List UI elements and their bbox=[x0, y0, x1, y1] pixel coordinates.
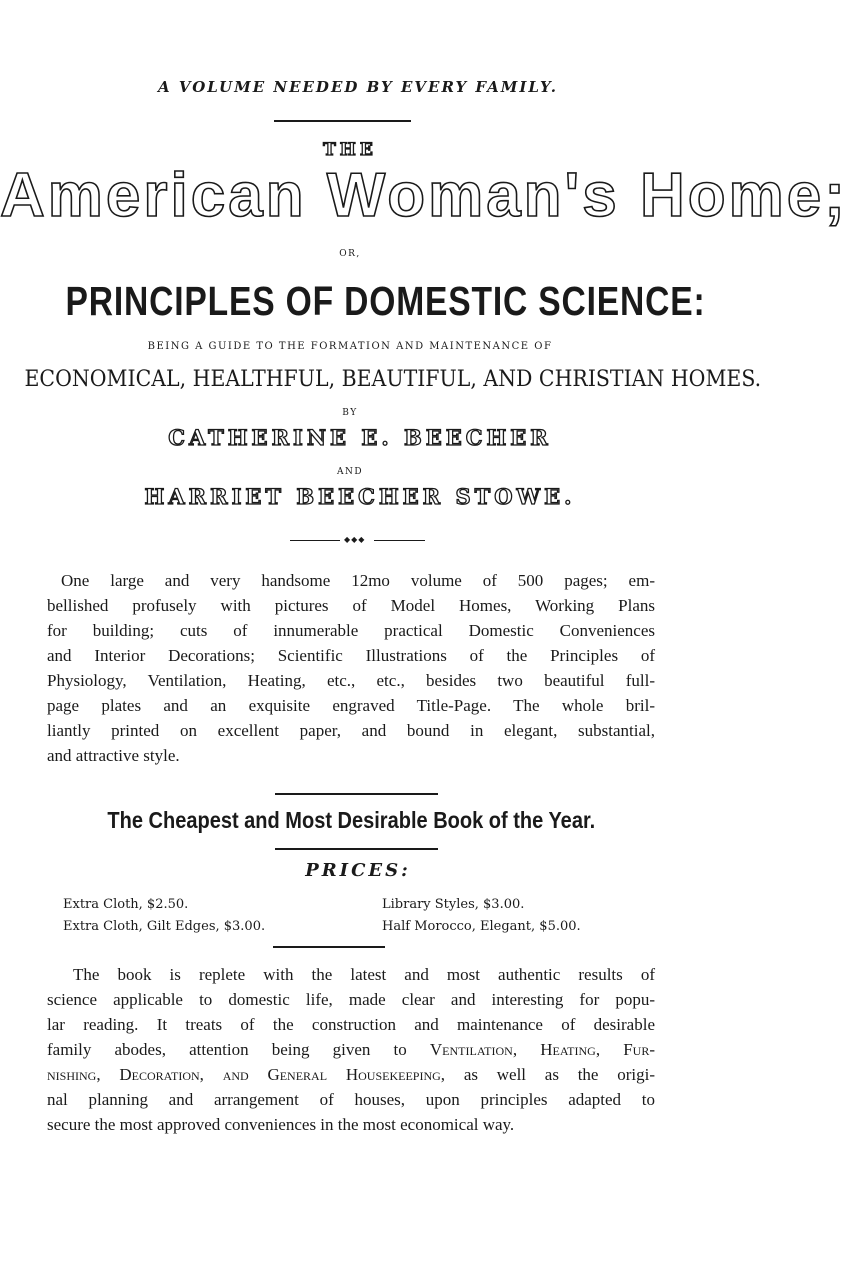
homes-line: ECONOMICAL, HEALTHFUL, BEAUTIFUL, AND CHRISTIAN HOMES. bbox=[24, 367, 762, 392]
closing-line: science applicable to domestic life, made clear and interesting for popu- bbox=[47, 990, 655, 1009]
or-label: OR, bbox=[339, 249, 361, 259]
main-title: American Woman's Home; bbox=[0, 161, 848, 230]
divider-rule bbox=[273, 946, 385, 948]
and-label: AND bbox=[336, 467, 364, 477]
closing-line: The book is replete with the latest and most authentic results of bbox=[73, 965, 655, 984]
price-half-morocco: Half Morocco, Elegant, $5.00. bbox=[382, 919, 581, 934]
description-line: and attractive style. bbox=[47, 746, 180, 765]
the-label: THE bbox=[323, 140, 377, 160]
description-line: and Interior Decorations; Scientific Illustrations of the Principles of bbox=[47, 646, 655, 665]
divider-rule bbox=[274, 120, 411, 122]
cheapest-headline: The Cheapest and Most Desirable Book of the Year. bbox=[107, 807, 596, 833]
description-line: Physiology, Ventilation, Heating, etc., etc., besides two beautiful full- bbox=[47, 671, 655, 690]
price-library-styles: Library Styles, $3.00. bbox=[382, 897, 525, 912]
closing-line: lar reading. It treats of the construction and maintenance of desirable bbox=[47, 1015, 655, 1034]
guide-line: BEING A GUIDE TO THE FORMATION AND MAINTENANCE OF bbox=[147, 341, 553, 352]
by-label: BY bbox=[342, 408, 358, 418]
ornament-divider: ◆◆◆ bbox=[290, 537, 425, 545]
closing-line: secure the most approved conveniences in the most economical way. bbox=[47, 1115, 515, 1134]
description-line: for building; cuts of innumerable practical Domestic Conveniences bbox=[47, 621, 655, 640]
closing-paragraph bbox=[47, 962, 655, 1137]
subtitle: PRINCIPLES OF DOMESTIC SCIENCE: bbox=[65, 278, 706, 324]
description-line: One large and very handsome 12mo volume of 500 pages; em- bbox=[61, 571, 655, 590]
description-paragraph bbox=[47, 568, 655, 768]
description-line: bellished profusely with pictures of Model Homes, Working Plans bbox=[47, 596, 655, 615]
price-extra-cloth: Extra Cloth, $2.50. bbox=[63, 897, 189, 912]
author-harriet: HARRIET BEECHER STOWE. bbox=[144, 484, 576, 509]
closing-line: family abodes, attention being given to Ventilation, Heating, Fur- bbox=[47, 1040, 656, 1059]
description-line: liantly printed on excellent paper, and bound in elegant, substantial, bbox=[47, 721, 655, 740]
author-catherine: CATHERINE E. BEECHER bbox=[168, 425, 552, 450]
closing-line: nal planning and arrangement of houses, upon principles adapted to bbox=[47, 1090, 655, 1109]
divider-rule bbox=[275, 793, 438, 795]
description-line: page plates and an exquisite engraved Title-Page. The whole bril- bbox=[47, 696, 655, 715]
divider-rule bbox=[275, 848, 438, 850]
prices-heading: PRICES: bbox=[305, 860, 411, 881]
price-gilt-edges: Extra Cloth, Gilt Edges, $3.00. bbox=[63, 919, 266, 934]
tagline: A VOLUME NEEDED BY EVERY FAMILY. bbox=[157, 78, 558, 96]
closing-line: nishing, Decoration, and General Housekeeping, as well as the origi- bbox=[47, 1065, 656, 1084]
